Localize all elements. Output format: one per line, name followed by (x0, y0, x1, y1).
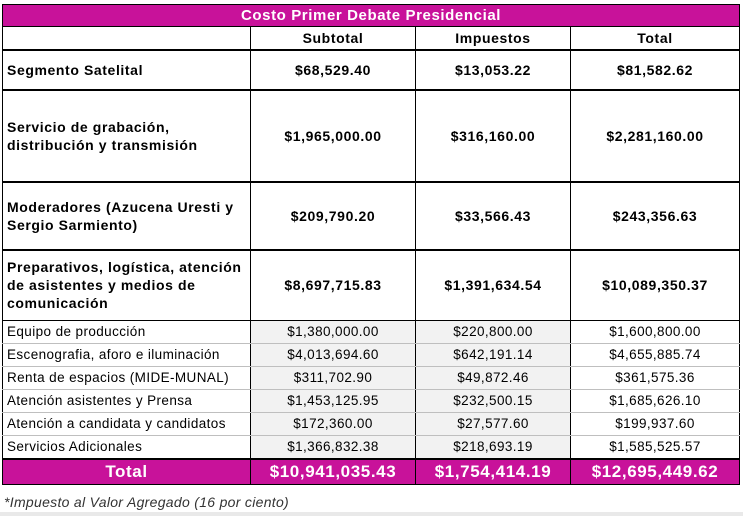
table-row (3, 366, 740, 389)
table-title: Costo Primer Debate Presidencial (3, 5, 740, 27)
footnote: *Impuesto al Valor Agregado (16 por ciento) (4, 494, 290, 510)
subrow-impuestos: $49,872.46 (416, 366, 571, 389)
row-subtotal: $68,529.40 (251, 50, 416, 90)
row-label: Preparativos, logística, atención de asistentes y medios de comunicación (3, 250, 251, 320)
row-total: $243,356.63 (571, 182, 740, 250)
totals-impuestos: $1,754,414.19 (416, 459, 571, 485)
row-total: $81,582.62 (571, 50, 740, 90)
table-row (3, 90, 740, 182)
row-label: Segmento Satelital (3, 50, 251, 90)
row-impuestos: $33,566.43 (416, 182, 571, 250)
table-row (3, 343, 740, 366)
totals-label: Total (3, 459, 251, 485)
table-row (3, 435, 740, 459)
subrow-total: $1,685,626.10 (571, 389, 740, 412)
row-label: Servicio de grabación, distribución y transmisión (3, 90, 251, 182)
subrow-impuestos: $27,577.60 (416, 412, 571, 435)
subrow-label: Atención a candidata y candidatos (3, 412, 251, 435)
subrow-impuestos: $220,800.00 (416, 320, 571, 343)
subrow-subtotal: $1,380,000.00 (251, 320, 416, 343)
subrow-impuestos: $232,500.15 (416, 389, 571, 412)
subrow-impuestos: $642,191.14 (416, 343, 571, 366)
subrow-subtotal: $1,453,125.95 (251, 389, 416, 412)
subrow-impuestos: $218,693.19 (416, 435, 571, 459)
row-impuestos: $13,053.22 (416, 50, 571, 90)
row-total: $10,089,350.37 (571, 250, 740, 320)
subrow-label: Atención asistentes y Prensa (3, 389, 251, 412)
totals-row (3, 459, 740, 485)
table-row (3, 250, 740, 320)
row-impuestos: $1,391,634.54 (416, 250, 571, 320)
subrow-total: $1,585,525.57 (571, 435, 740, 459)
table-row (3, 50, 740, 90)
subrow-label: Servicios Adicionales (3, 435, 251, 459)
subrow-subtotal: $1,366,832.38 (251, 435, 416, 459)
subrow-subtotal: $172,360.00 (251, 412, 416, 435)
subrow-label: Escenografia, aforo e iluminación (3, 343, 251, 366)
header-subtotal: Subtotal (251, 27, 416, 51)
row-label: Moderadores (Azucena Uresti y Sergio Sarmiento) (3, 182, 251, 250)
subrow-total: $199,937.60 (571, 412, 740, 435)
totals-subtotal: $10,941,035.43 (251, 459, 416, 485)
table-row (3, 412, 740, 435)
row-subtotal: $209,790.20 (251, 182, 416, 250)
row-impuestos: $316,160.00 (416, 90, 571, 182)
subrow-subtotal: $4,013,694.60 (251, 343, 416, 366)
header-row (3, 27, 740, 51)
title-row (3, 5, 740, 27)
header-total: Total (571, 27, 740, 51)
header-blank-cell (3, 27, 251, 51)
table-row (3, 320, 740, 343)
subrow-total: $4,655,885.74 (571, 343, 740, 366)
table-row (3, 389, 740, 412)
subrow-subtotal: $311,702.90 (251, 366, 416, 389)
cost-table (2, 4, 740, 485)
totals-total: $12,695,449.62 (571, 459, 740, 485)
row-total: $2,281,160.00 (571, 90, 740, 182)
table-row (3, 182, 740, 250)
subrow-total: $361,575.36 (571, 366, 740, 389)
row-subtotal: $1,965,000.00 (251, 90, 416, 182)
subrow-label: Renta de espacios (MIDE-MUNAL) (3, 366, 251, 389)
bottom-divider (0, 512, 743, 516)
subrow-label: Equipo de producción (3, 320, 251, 343)
header-impuestos: Impuestos (416, 27, 571, 51)
row-subtotal: $8,697,715.83 (251, 250, 416, 320)
subrow-total: $1,600,800.00 (571, 320, 740, 343)
